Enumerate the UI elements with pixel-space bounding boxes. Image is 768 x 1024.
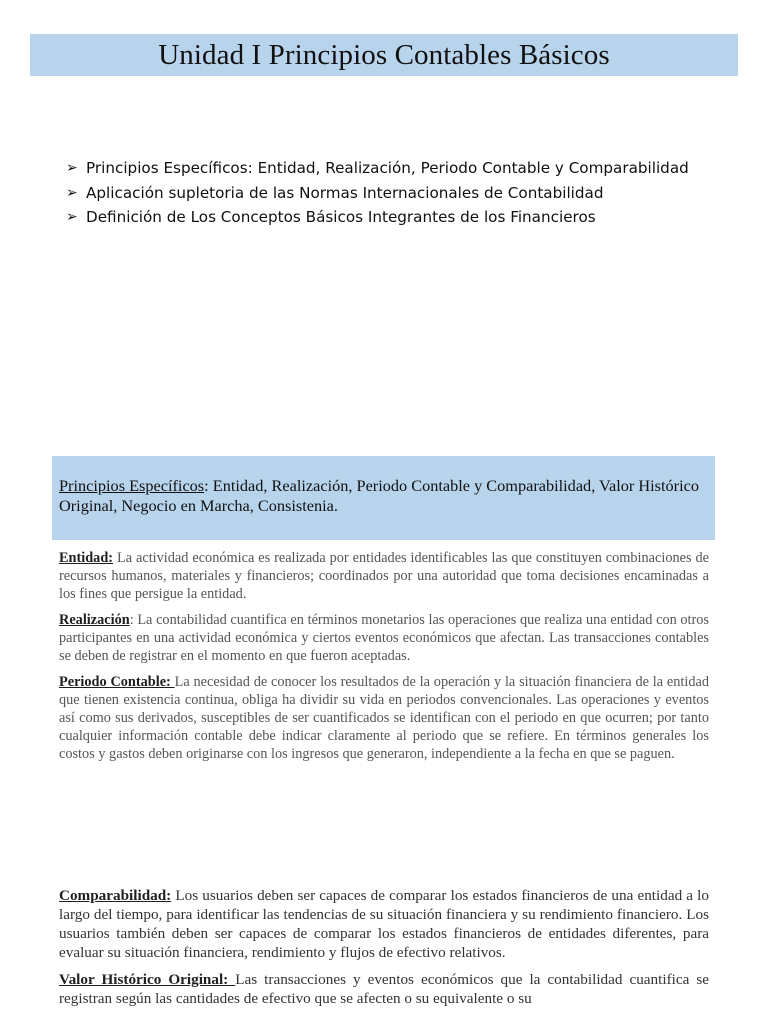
arrow-bullet-icon: ➢ (66, 209, 78, 226)
definition-paragraph (59, 673, 709, 763)
section-heading-label: Principios Específicos (59, 476, 205, 495)
definition-paragraph (59, 970, 709, 1008)
list-item-text: Principios Específicos: Entidad, Realización, Periodo Contable y Comparabilidad (86, 159, 689, 178)
definition-paragraph (59, 549, 709, 603)
section-heading-banner (52, 456, 715, 540)
definition-term: Comparabilidad: (59, 887, 172, 904)
section-heading-text: : Entidad, Realización, Periodo Contable y Comparabilidad, Valor Histórico Original, Negocio en Marcha, Consistenia. (59, 476, 699, 515)
definition-paragraph (59, 886, 709, 962)
definition-text: La necesidad de conocer los resultados de la operación y la situación financiera de la entidad que tienen existencia continua, obliga ha dividir su vida en periodos convencionales. Las operaciones y eventos así como sus derivados, susceptibles de ser cuantificados se identifican con el periodo en que ocurren; por tanto cualquier información contable debe indicar claramente al periodo que se refiere. En términos generales los costos y gastos deben originarse con los ingresos que generaron, independiente a la fecha en que se paguen. (59, 674, 709, 762)
page-title: Unidad I Principios Contables Básicos (158, 38, 610, 71)
definition-text: : La contabilidad cuantifica en términos monetarios las operaciones que realiza una entidad con otros participantes en una actividad económica y ciertos eventos económicos que afectan. Las transacciones contables se deben de registrar en el momento en que fueron aceptadas. (59, 612, 709, 664)
definition-paragraph (59, 611, 709, 665)
definition-text: Las transacciones y eventos económicos que la contabilidad cuantifica se registran según las cantidades de efectivo que se afecten o su equivalente o su (59, 971, 709, 1007)
definition-term: Entidad: (59, 550, 114, 566)
definitions-block-lower (59, 886, 709, 1016)
definition-term: Valor Histórico Original: (59, 971, 236, 988)
arrow-bullet-icon: ➢ (66, 184, 78, 201)
list-item (66, 181, 746, 206)
list-item (66, 205, 746, 230)
title-banner (30, 34, 738, 76)
list-item-text: Definición de Los Conceptos Básicos Integrantes de los Financieros (86, 208, 596, 227)
definition-text: La actividad económica es realizada por entidades identificables las que constituyen combinaciones de recursos humanos, materiales y financieros; coordinados por una autoridad que toma decisiones encaminadas a los fines que persigue la entidad. (59, 550, 709, 602)
topic-list (66, 156, 746, 230)
definition-term: Periodo Contable: (59, 674, 175, 690)
list-item (66, 156, 746, 181)
list-item-text: Aplicación supletoria de las Normas Internacionales de Contabilidad (86, 183, 604, 202)
definition-text: Los usuarios deben ser capaces de comparar los estados financieros de una entidad a lo largo del tiempo, para identificar las tendencias de su situación financiera y su rendimiento financiero. Los usuarios también deben ser capaces de comparar los estados financieros de entidades diferentes, para evaluar su situación financiera, rendimiento y flujos de efectivo relativos. (59, 887, 709, 961)
definitions-block (59, 549, 709, 771)
arrow-bullet-icon: ➢ (66, 160, 78, 177)
definition-term: Realización (59, 612, 130, 628)
